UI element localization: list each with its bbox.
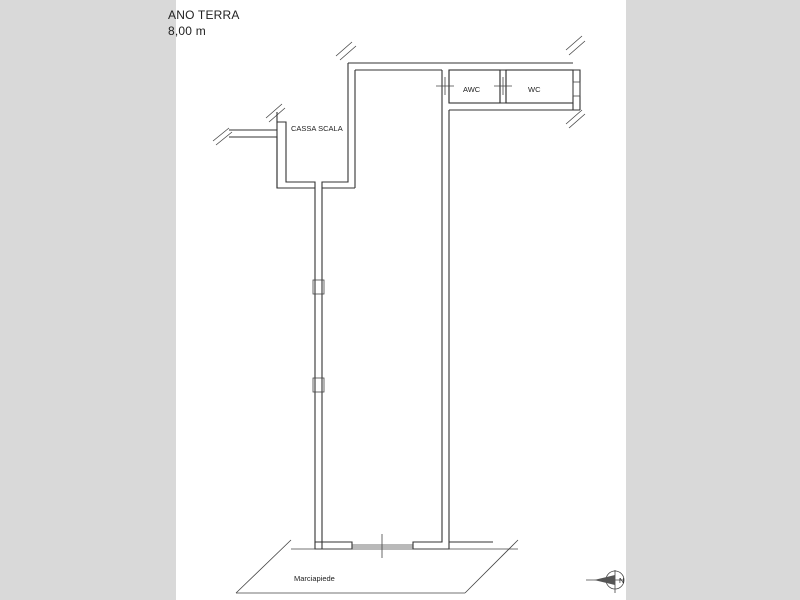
wc-label: WC [528,85,541,94]
svg-text:N: N [619,576,625,585]
service-rooms [436,70,585,128]
right-wall [413,110,493,549]
left-wall [313,188,352,549]
stair-label: CASSA SCALA [291,124,343,133]
scale-text: 8,00 m [168,24,206,38]
top-wall [348,36,585,110]
stair-box [213,42,356,188]
floor-title: ANO TERRA [168,8,240,22]
sidewalk-label: Marciapiede [294,574,335,583]
compass-icon [586,570,624,593]
awc-label: AWC [463,85,481,94]
entrance [352,534,413,558]
sidewalk [236,540,518,593]
